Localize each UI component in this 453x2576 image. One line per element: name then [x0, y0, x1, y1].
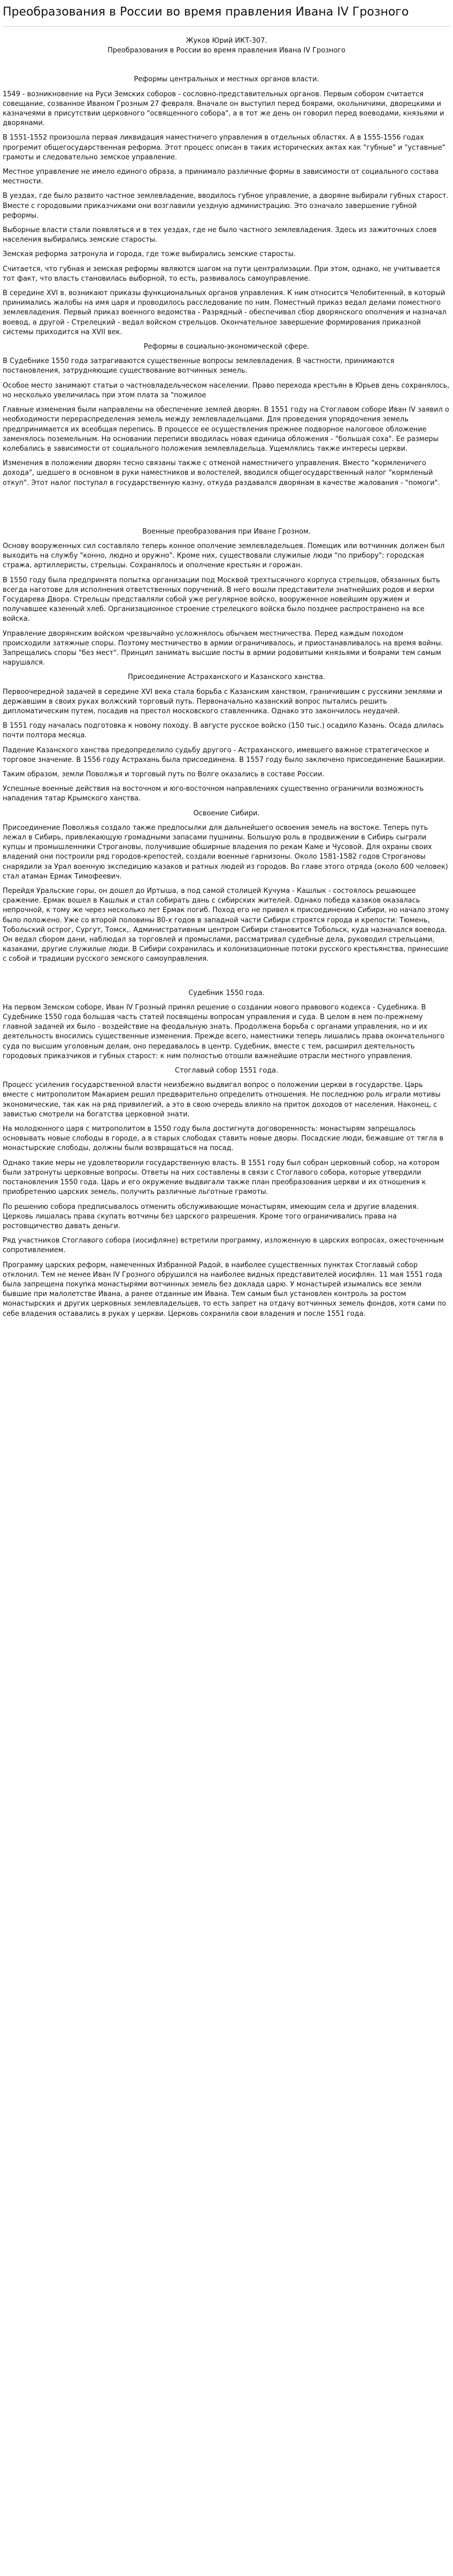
paragraph: Перейдя Уральские горы, он дошел до Иртыша, а под самой столицей Кучума - Кашлык - состоялось решающее сражение. Ермак вошел в Кашлык и стал собирать дань с сибирских жителей. Однако победа казаков оказалась непрочной, к тому же через несколько лет Ермак погиб. Поход его не привел к присоединению Сибири, но начало этому было положено. Уже со второй половины 80-х годов в западной части Сибири строятся города и крепости: Тюмень, Тобольский острог, Сургут, Томск,. Административным центром Сибири становится Тобольск, куда назначался воевода. Он ведал сбором дани, наблюдал за торговлей и промыслами, рассматривал судебные дела, руководил стрельцами, казаками, другие служилые люди. В Сибири сохранилась и колонизационные потоки русского крестьянства, принесшие с собой и традиции русского земского самоуправления. — [3, 887, 449, 963]
paragraph: В середине XVI в. возникают приказы функциональных органов управления. К ним относится Челобитенный, в который принимались жалобы на имя царя и проводилось расследование по ним. Поместный приказ ведал делами поместного землевладения. Первый приказ военного ведомства - Разрядный - обеспечивал сбор дворянского ополчения и назначал воевод, а другой - Стрелецкий - ведал войском стрельцов. Окончательное завершение формирования приказной системы приходится на XVII век. — [3, 289, 447, 336]
paragraph: Изменения в положении дворян тесно связаны также с отменой наместничего управления. Вместо "кормленичего дохода", шедшего в основном в руки наместников и волостелей, вводился общегосударственный налог "кормленый откуп". Этот налог поступал в государственную казну, откуда раздавался дворянам в качестве жалования - "помоги". — [3, 459, 440, 487]
section-heading-sudebnik: Судебник 1550 года. — [188, 989, 265, 997]
paragraph: В Судебнике 1550 года затрагиваются существенные вопросы землевладения. В частности, принимаются постановления, затрудняющие существование вотчинных земель. — [3, 357, 395, 375]
page-title: Преобразования в России во время правления Ивана IV Грозного — [3, 0, 450, 27]
paragraph: Местное управление не имело единого образа, а принимало различные формы в зависимости от социального состава местности. — [3, 168, 439, 186]
paragraph: По решению собора предписывалось отменить обслуживающие монастырям, имеющим села и другие владения. Церковь лишалась права скупать вотчины без царского разрешения. Кроме того ограничивались права на ростовщичество давать деньги. — [3, 1202, 419, 1230]
paragraph: Основу вооруженных сил составляло теперь конное ополчение землевладельцев. Помещик или вотчинник должен был выходить на службу "конно, людно и оружно". Кроме них, существовали служилые люди "по прибору": городская стража, артиллеристы, стрельцы. Сохранялось и ополчение крестьян и горожан. — [3, 542, 445, 570]
section-heading-military: Военные преобразования при Иване Грозном. — [142, 527, 311, 536]
paragraph: Главные изменения были направлены на обеспечение землей дворян. В 1551 году на Стоглавом соборе Иван IV заявил о необходимости перераспределения земель между землевладельцами. Для проведения упорядочения земель предпринимается их всеобщая перепись. В процессе ее осуществления прежнее подворное налоговое обложение заменялось поземельным. На основании переписи вводилась новая единица обложения - "большая соха". Ее размеры колебались в зависимости от социального положения землевладельца. Ущемлялись также интересы церкви. — [3, 406, 449, 453]
paragraph: Земская реформа затронула и города, где тоже выбирались земские старосты. — [3, 250, 296, 259]
paragraph: Однако такие меры не удовлетворили государственную власть. В 1551 году был собран церковный собор, на котором были затронуты церковные вопросы. Ответы на них составлены в связи с Стоглавого собора, которые утвердили постановления 1550 года. Царь и его окружение выдвигали также план преобразования церкви и их отношения к приобретению царских земель, получить различные льготные грамоты. — [3, 1159, 440, 1197]
paragraph: В 1551 году началась подготовка к новому походу. В августе русское войско (150 тыс.) осадило Казань. Осада длилась почти полтора месяца. — [3, 722, 444, 740]
paragraph: Управление дворянским войском чрезвычайно усложнялось обычаем местничества. Перед каждым походом происходили затяжные споры. Поэтому местничество в армии ограничивалось, и приостанавливалось на время войны. Запрещались споры "без мест". Принцип занимать высшие посты в армии родовитыми князьями и боярами тем самым нарушался. — [3, 629, 443, 667]
section-heading-astrakhan: Присоединение Астраханского и Казанского ханства. — [128, 673, 325, 682]
author-line: Жуков Юрий ИКТ-307. — [186, 37, 267, 45]
paragraph: В уездах, где было развито частное землевладение, вводилось губное управление, а дворяне выбирали губных старост. Вместе с городовыми приказчиками они возглавили уездную администрацию. Это означало завершение губной реформы. — [3, 192, 449, 220]
paragraph: В 1550 году была предпринята попытка организации под Москвой трехтысячного корпуса стрельцов, обязанных быть всегда наготове для исполнения ответственных поручений. В него вошли представители знатнейших родов и верхи Государева Двора. Стрельцы представляли собой уже регулярное войско, вооруженное новейшим оружием и получавшее казенный хлеб. Организационное строение стрелецкого войска было позднее распространено на все войска. — [3, 576, 440, 623]
section-heading-reforms: Реформы центральных и местных органов власти. — [134, 75, 319, 84]
paragraph: Первоочередной задачей в середине XVI века стала борьба с Казанским ханством, граничившим с русскими землями и державшим в своих руках волжский торговый путь. Первоначально казанский вопрос пытались решить дипломатическим путем, посадив на престол московского ставленника. Однако это закончилось неудачей. — [3, 688, 443, 715]
paragraph: На молодюнного царя с митрополитом в 1550 году была достигнута договоренность: монастырям запрещалось основывать новые слободы в городе, а в старых слободах ставить новые дворы. Посадские люди, бежавшие от тягла в монастырские слободы, должны были возвращаться на посад. — [3, 1125, 444, 1153]
paragraph: Падение Казанского ханства предопределило судьбу другого - Астраханского, имевшего важное стратегическое и торговое значение. В 1556 году Астрахань была присоединена. В 1557 году было заключено присоединение Башкирии. — [3, 746, 446, 764]
paragraph: Ряд участников Стоглавого собора (иосифляне) встретили программу, изложенную в царских вопросах, ожесточенным сопротивлением. — [3, 1237, 444, 1255]
paragraph: Программу царских реформ, намеченных Избранной Радой, в наиболее существенных пунктах Стоглавый собор отклонил. Тем не менее Иван IV Грозного обрушился на наиболее видных представителей иосифлян. 11 мая 1551 года была запрещена покупка монастырями вотчинных земель без доклада царю. У монастырей изымались все земли бывшие при малолетстве Ивана, а ранее отданные им Ивана. Тем самым был установлен контроль за ростом монастырских и других церковных землевладельцев, то есть запрет на отдачу вотчинных земель фондов, хотя сами по себе владения оставались в руках у церкви. Церковь сохранила свои владения и после 1551 года. — [3, 1261, 447, 1318]
paragraph: 1549 - возникновение на Руси Земских соборов - сословно-представительных органов. Первым собором считается совещание, созванное Иваном Грозным 27 февраля. Вначале он выступил перед боярами, окольничими, дворецкими и казначеями в присутствии церковного "освященного собора", а в тот же день он говорил перед воеводами, князьями и дворянами. — [3, 90, 444, 128]
paragraph: Присоединение Поволжья создало также предпосылки для дальнейшего освоения земель на востоке. Теперь путь лежал в Сибирь, привлекающую громадными запасами пушнины. Большую роль в продвижении в Сибирь сыграли купцы и промышленники Строгановы, получившие обширные владения по рекам Каме и Чусовой. Для охраны своих владений они построили ряд городов-крепостей, создали военные гарнизоны. Около 1581-1582 годов Строгановы снарядили за Урал военную экспедицию казаков и ратных людей из городов. Во главе этого отряда (около 600 человек) стал атаман Ермак Тимофеевич. — [3, 823, 448, 881]
paragraph: Таким образом, земли Поволжья и торговый путь по Волге оказались в составе России. — [3, 770, 325, 778]
section-heading-stoglav: Стоглавый собор 1551 года. — [174, 1067, 279, 1075]
paragraph: Считается, что губная и земская реформы являются шагом на пути централизации. При этом, однако, не учитывается тот факт, что власть становилась выборной, то есть, развивалось самоуправление. — [3, 265, 440, 283]
paragraph: Процесс усиления государственной власти неизбежно выдвигал вопрос о положении церкви в государстве. Царь вместе с митрополитом Макарием решил предварительно определить отношения. Не последнюю роль играли мотивы экономические, так как на ряд привилегий, а это в свою очередь влияло на приток доходов от населения. Наконец, с завистью смотрели на богатства церковной знати. — [3, 1081, 441, 1119]
subtitle-line: Преобразования в России во время правления Ивана IV Грозного — [108, 47, 345, 55]
paragraph: Особое место занимают статьи о частновладельческом населении. Право перехода крестьян в Юрьев день сохранялось, но несколько увеличилась при этом плата за "пожилое — [3, 381, 450, 399]
paragraph: На первом Земском соборе, Иван IV Грозный принял решение о создании нового правового кодекса - Судебника. В Судебнике 1550 года большая часть статей посвящены вопросам управления и суда. В целом в нем по-прежнему главной задачей их было - воздействие на феодальную знать. Продолжена борьба с органами управления, но и их деятельность вносились существенные изменения. Прежде всего, наместники теперь лишались права окончательного суда по высшим уголовным делам, оно передавалось в центр. Судебник, вместе с тем, расширил деятельность городовых приказчиков и губных старост: к ним полностью отошли важнейшие отрасли местного управления. — [3, 1003, 444, 1060]
section-heading-siberia: Освоение Сибири. — [193, 809, 260, 817]
paragraph: Выборные власти стали появляться и в тех уездах, где не было частного землевладения. Здесь из зажиточных слоев населения выбирались земские старосты. — [3, 226, 437, 244]
section-heading-social: Реформы в социально-экономической сфере. — [143, 343, 310, 351]
paragraph: Успешные военные действия на восточном и юго-восточном направлениях существенно ограничили возможность нападения татар Крымского ханства. — [3, 785, 424, 803]
paragraph: В 1551-1552 произошла первая ликвидация наместничего управления в отдельных областях. А в 1555-1556 годах прогремит общегосударственная реформа. Этот процесс описан в таких исторических актах как "губные" и "уставные" грамоты и следовательно земское управление. — [3, 134, 446, 161]
